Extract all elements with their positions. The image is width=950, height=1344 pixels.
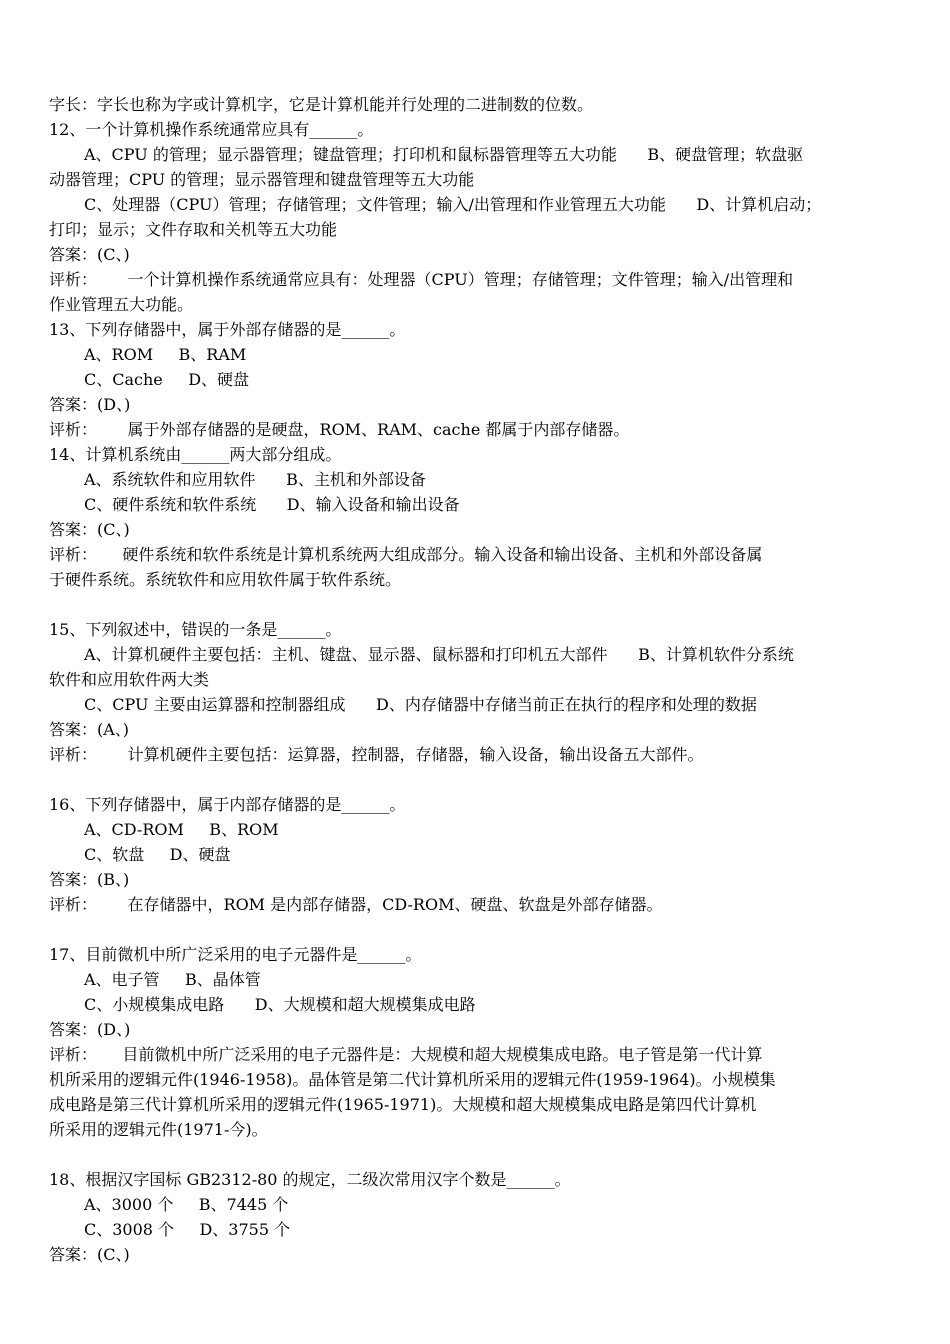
question-stem: 12、一个计算机操作系统通常应具有______。: [49, 120, 374, 139]
analysis-line: 评析： 计算机硬件主要包括：运算器，控制器，存储器，输入设备，输出设备五大部件。: [49, 745, 704, 764]
analysis-line-cont: 成电路是第三代计算机所采用的逻辑元件(1965-1971)。大规模和超大规模集成电路是第四代计算机: [49, 1095, 757, 1114]
document-page: [49, 92, 894, 1267]
question-stem: 17、目前微机中所广泛采用的电子元器件是______。: [49, 945, 422, 964]
analysis-line: 评析： 一个计算机操作系统通常应具有：处理器（CPU）管理；存储管理；文件管理；输入/出管理和: [49, 270, 794, 289]
blank-line: [49, 767, 894, 792]
question-18: [49, 1167, 894, 1267]
blank-line: [49, 917, 894, 942]
option-line: C、CPU 主要由运算器和控制器组成 D、内存储器中存储当前正在执行的程序和处理的数据: [84, 695, 757, 714]
answer-line: 答案：(C、): [49, 245, 130, 264]
option-line-cont: 打印；显示；文件存取和关机等五大功能: [49, 220, 338, 239]
option-line: C、软盘 D、硬盘: [84, 845, 231, 864]
answer-line: 答案：(D、): [49, 395, 131, 414]
question-stem: 15、下列叙述中，错误的一条是______。: [49, 620, 342, 639]
answer-line: 答案：(B、): [49, 870, 130, 889]
option-line: A、3000 个 B、7445 个: [84, 1195, 289, 1214]
question-stem: 18、根据汉字国标 GB2312-80 的规定，二级次常用汉字个数是______。: [49, 1170, 571, 1189]
answer-line: 答案：(C、): [49, 520, 130, 539]
analysis-line-cont: 所采用的逻辑元件(1971-今)。: [49, 1120, 268, 1139]
option-line: C、3008 个 D、3755 个: [84, 1220, 291, 1239]
option-line-cont: 动器管理；CPU 的管理；显示器管理和键盘管理等五大功能: [49, 170, 475, 189]
analysis-line-cont: 于硬件系统。系统软件和应用软件属于软件系统。: [49, 570, 402, 589]
analysis-line: 评析： 目前微机中所广泛采用的电子元器件是：大规模和超大规模集成电路。电子管是第一代计算: [49, 1045, 763, 1064]
option-line: C、小规模集成电路 D、大规模和超大规模集成电路: [84, 995, 476, 1014]
option-line: A、CPU 的管理；显示器管理；键盘管理；打印机和鼠标器管理等五大功能 B、硬盘管理；软盘驱: [84, 145, 804, 164]
question-17: [49, 942, 894, 1142]
blank-line: [49, 1142, 894, 1167]
answer-line: 答案：(A、): [49, 720, 130, 739]
option-line: C、硬件系统和软件系统 D、输入设备和输出设备: [84, 495, 460, 514]
option-line: C、Cache D、硬盘: [84, 370, 250, 389]
analysis-line: 评析： 在存储器中，ROM 是内部存储器，CD-ROM、硬盘、软盘是外部存储器。: [49, 895, 663, 914]
question-12: [49, 117, 894, 317]
option-line: A、计算机硬件主要包括：主机、键盘、显示器、鼠标器和打印机五大部件 B、计算机软件分系统: [84, 645, 794, 664]
analysis-line-cont: 作业管理五大功能。: [49, 295, 194, 314]
question-13: [49, 317, 894, 442]
analysis-line: 评析： 硬件系统和软件系统是计算机系统两大组成部分。输入设备和输出设备、主机和外部设备属: [49, 545, 763, 564]
answer-line: 答案：(C、): [49, 1245, 130, 1264]
analysis-line: 评析： 属于外部存储器的是硬盘，ROM、RAM、cache 都属于内部存储器。: [49, 420, 630, 439]
question-16: [49, 792, 894, 917]
option-line-cont: 软件和应用软件两大类: [49, 670, 210, 689]
option-line: A、ROM B、RAM: [84, 345, 247, 364]
intro-paragraph: 字长：字长也称为字或计算机字，它是计算机能并行处理的二进制数的位数。: [49, 95, 594, 114]
question-stem: 14、计算机系统由______两大部分组成。: [49, 445, 342, 464]
option-line: A、电子管 B、晶体管: [84, 970, 261, 989]
blank-line: [49, 592, 894, 617]
question-stem: 13、下列存储器中，属于外部存储器的是______。: [49, 320, 406, 339]
answer-line: 答案：(D、): [49, 1020, 131, 1039]
option-line: C、处理器（CPU）管理；存储管理；文件管理；输入/出管理和作业管理五大功能 D、计算机启动；: [84, 195, 822, 214]
option-line: A、系统软件和应用软件 B、主机和外部设备: [84, 470, 426, 489]
question-15: [49, 617, 894, 767]
question-stem: 16、下列存储器中，属于内部存储器的是______。: [49, 795, 406, 814]
question-14: [49, 442, 894, 592]
option-line: A、CD-ROM B、ROM: [84, 820, 279, 839]
analysis-line-cont: 机所采用的逻辑元件(1946-1958)。晶体管是第二代计算机所采用的逻辑元件(1959-1964)。小规模集: [49, 1070, 776, 1089]
